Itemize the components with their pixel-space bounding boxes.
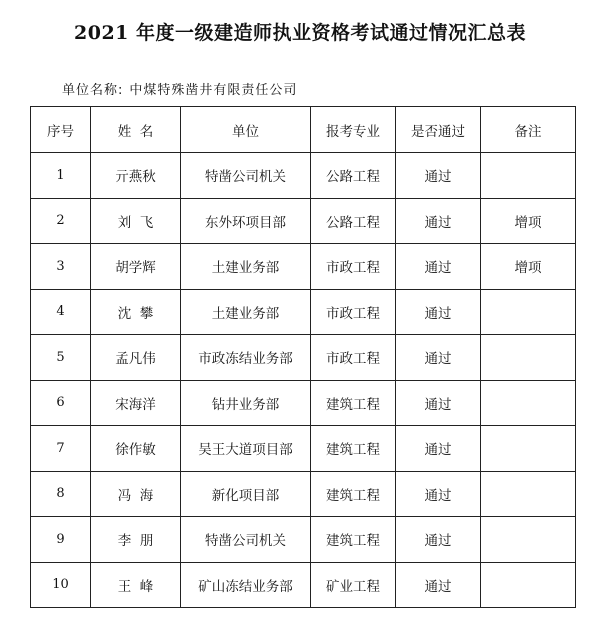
header-no: 序号 bbox=[31, 107, 91, 153]
row-note bbox=[481, 471, 576, 517]
row-name: 徐作敏 bbox=[91, 426, 181, 472]
row-passed: 通过 bbox=[396, 244, 481, 290]
table-row bbox=[31, 153, 576, 199]
row-number: 3 bbox=[31, 244, 91, 290]
table-row bbox=[31, 517, 576, 563]
row-name: 孟凡伟 bbox=[91, 335, 181, 381]
row-name: 王 峰 bbox=[91, 562, 181, 608]
row-name: 李 朋 bbox=[91, 517, 181, 563]
row-passed: 通过 bbox=[396, 471, 481, 517]
row-number: 8 bbox=[31, 471, 91, 517]
row-major: 建筑工程 bbox=[311, 380, 396, 426]
row-note bbox=[481, 380, 576, 426]
table-row bbox=[31, 471, 576, 517]
row-number: 1 bbox=[31, 153, 91, 199]
table-row bbox=[31, 562, 576, 608]
table-header-row bbox=[31, 107, 576, 153]
unit-label: 单位名称: bbox=[62, 83, 124, 98]
row-unit: 钻井业务部 bbox=[181, 380, 311, 426]
row-name: 冯 海 bbox=[91, 471, 181, 517]
table-row bbox=[31, 335, 576, 381]
row-major: 市政工程 bbox=[311, 244, 396, 290]
row-note: 增项 bbox=[481, 198, 576, 244]
row-note bbox=[481, 335, 576, 381]
row-unit: 矿山冻结业务部 bbox=[181, 562, 311, 608]
row-passed: 通过 bbox=[396, 153, 481, 199]
table-row bbox=[31, 198, 576, 244]
row-note bbox=[481, 153, 576, 199]
unit-value: 中煤特殊凿井有限责任公司 bbox=[129, 83, 298, 98]
row-passed: 通过 bbox=[396, 562, 481, 608]
row-unit: 特凿公司机关 bbox=[181, 153, 311, 199]
row-major: 建筑工程 bbox=[311, 471, 396, 517]
row-passed: 通过 bbox=[396, 335, 481, 381]
row-major: 矿业工程 bbox=[311, 562, 396, 608]
row-number: 4 bbox=[31, 289, 91, 335]
row-number: 9 bbox=[31, 517, 91, 563]
table-row bbox=[31, 289, 576, 335]
row-major: 市政工程 bbox=[311, 289, 396, 335]
row-name: 胡学辉 bbox=[91, 244, 181, 290]
row-name: 宋海洋 bbox=[91, 380, 181, 426]
row-unit: 新化项目部 bbox=[181, 471, 311, 517]
row-note bbox=[481, 289, 576, 335]
row-passed: 通过 bbox=[396, 426, 481, 472]
header-major: 报考专业 bbox=[311, 107, 396, 153]
row-name: 亓燕秋 bbox=[91, 153, 181, 199]
row-name: 刘 飞 bbox=[91, 198, 181, 244]
row-number: 7 bbox=[31, 426, 91, 472]
table-row bbox=[31, 380, 576, 426]
row-passed: 通过 bbox=[396, 289, 481, 335]
row-unit: 市政冻结业务部 bbox=[181, 335, 311, 381]
row-unit: 土建业务部 bbox=[181, 244, 311, 290]
row-major: 建筑工程 bbox=[311, 517, 396, 563]
header-unit: 单位 bbox=[181, 107, 311, 153]
table-row bbox=[31, 244, 576, 290]
row-major: 公路工程 bbox=[311, 153, 396, 199]
row-number: 6 bbox=[31, 380, 91, 426]
unit-line bbox=[60, 79, 297, 98]
row-unit: 东外环项目部 bbox=[181, 198, 311, 244]
header-note: 备注 bbox=[481, 107, 576, 153]
row-major: 公路工程 bbox=[311, 198, 396, 244]
row-name: 沈 攀 bbox=[91, 289, 181, 335]
row-note bbox=[481, 426, 576, 472]
row-number: 10 bbox=[31, 562, 91, 608]
row-major: 建筑工程 bbox=[311, 426, 396, 472]
header-passed: 是否通过 bbox=[396, 107, 481, 153]
page-title: 2021 年度一级建造师执业资格考试通过情况汇总表 bbox=[74, 22, 526, 44]
row-passed: 通过 bbox=[396, 198, 481, 244]
table-row bbox=[31, 426, 576, 472]
row-note bbox=[481, 517, 576, 563]
row-unit: 土建业务部 bbox=[181, 289, 311, 335]
row-major: 市政工程 bbox=[311, 335, 396, 381]
row-number: 5 bbox=[31, 335, 91, 381]
header-name: 姓 名 bbox=[91, 107, 181, 153]
row-note bbox=[481, 562, 576, 608]
summary-table bbox=[30, 106, 576, 608]
row-passed: 通过 bbox=[396, 517, 481, 563]
row-unit: 吴王大道项目部 bbox=[181, 426, 311, 472]
row-note: 增项 bbox=[481, 244, 576, 290]
row-number: 2 bbox=[31, 198, 91, 244]
row-unit: 特凿公司机关 bbox=[181, 517, 311, 563]
row-passed: 通过 bbox=[396, 380, 481, 426]
